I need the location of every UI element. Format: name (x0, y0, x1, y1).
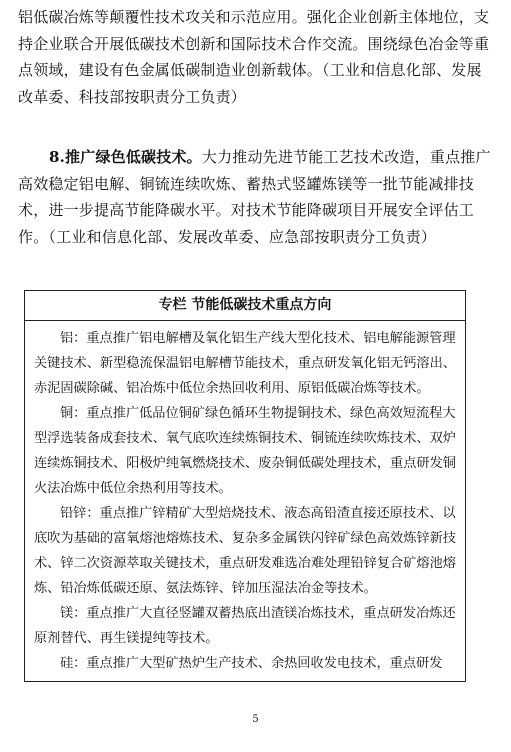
section-8-heading: 8.推广绿色低碳技术。 (49, 148, 202, 166)
page-number: 5 (252, 714, 259, 725)
box-item-silicon: 硅：重点推广大型矿热炉生产技术、余热回收发电技术，重点研发 (60, 656, 443, 671)
box-title: 专栏 节能低碳技术重点方向 (25, 291, 465, 321)
box-body (25, 321, 465, 676)
box-item-lead-zinc: 铅锌：重点推广锌精矿大型焙烧技术、液态高铅渣直接还原技术、以底吹为基础的富氧熔池熔炼技术、复杂多金属铁闪锌矿绿色高效炼锌新技术、锌二次资源萃取关键技术，重点研发难选冶难处理铅锌复合矿熔池熔炼、铅冶炼低碳还原、氨法炼锌、锌加压湿法冶金等技术。 (34, 506, 456, 596)
box-item-aluminum: 铝：重点推广铝电解槽及氧化铝生产线大型化技术、铝电解能源管理关键技术、新型稳流保温铝电解槽节能技术，重点研发氧化铝无钙溶出、赤泥固碳除碱、铝冶炼中低位余热回收利用、原铝低碳冶炼等技术。 (34, 331, 456, 396)
paragraph-section-8 (18, 144, 492, 250)
paragraph-continued: 铝低碳冶炼等颠覆性技术攻关和示范应用。强化企业创新主体地位，支持企业联合开展低碳技术创新和国际技术合作交流。围绕绿色冶金等重点领域，建设有色金属低碳制造业创新载体。（工业和信息化部、发展改革委、科技部按职责分工负责） (18, 8, 490, 106)
box-item-magnesium: 镁：重点推广大直径竖罐双蓄热底出渣镁冶炼技术，重点研发冶炼还原剂替代、再生镁提纯等技术。 (34, 606, 456, 646)
section-8-text: 大力推动先进节能工艺技术改造，重点推广高效稳定铝电解、铜锍连续吹炼、蓄热式竖罐炼镁等一批节能减排技术，进一步提高节能降碳水平。对技术节能降碳项目开展安全评估工作。（工业和信息化部、发展改革委、应急部按职责分工负责） (18, 148, 491, 246)
special-column-box (24, 290, 466, 682)
box-item-copper: 铜：重点推广低品位铜矿绿色循环生物提铜技术、绿色高效短流程大型浮选装备成套技术、氧气底吹连续炼铜技术、铜锍连续吹炼技术、双炉连续炼铜技术、阳极炉纯氧燃烧技术、废杂铜低碳处理技术，重点研发铜火法冶炼中低位余热利用等技术。 (34, 406, 456, 496)
